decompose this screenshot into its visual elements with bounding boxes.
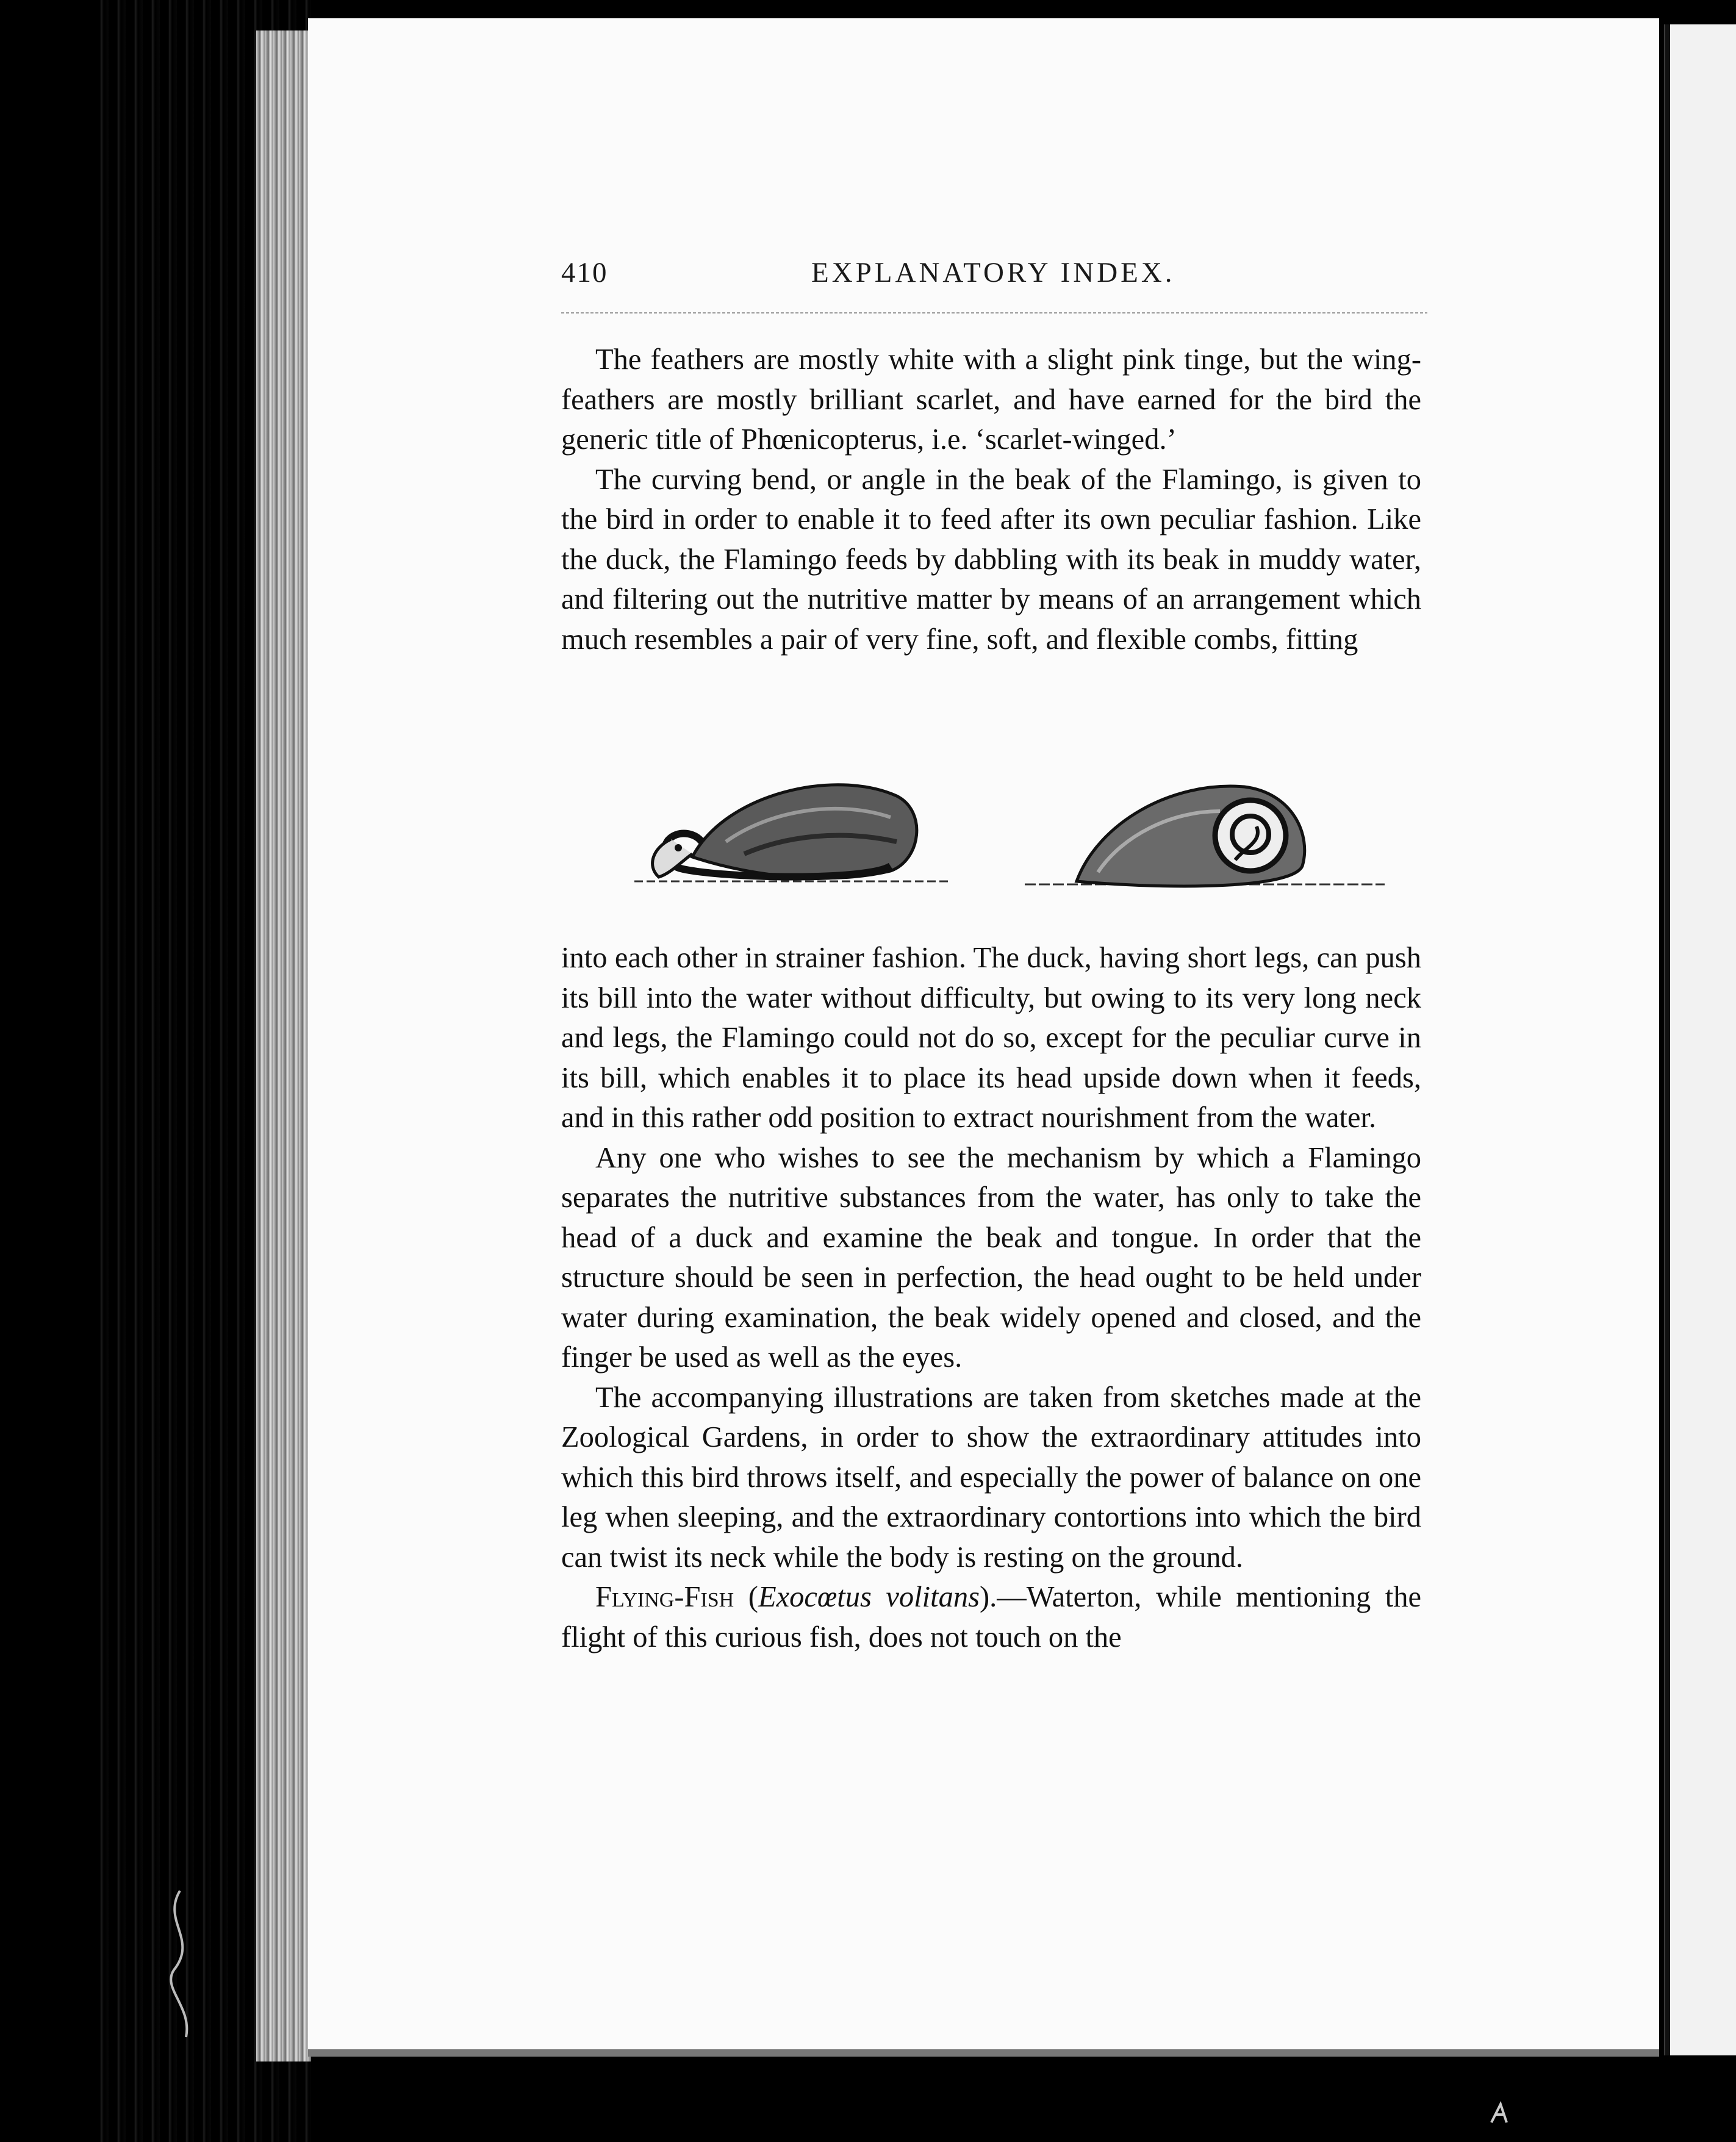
paragraph-mechanism: Any one who wishes to see the mechanism by which a Flamingo separates the nutritive substances from the water, has only to take the head of a duck and examine the beak and tongue. In order that the structure should be seen in perfection, the head ought to be held under water during examination, the beak widely opened and closed, and the finger be used as well as the eyes. — [561, 1141, 1421, 1374]
sleeping-flamingo-neck-coiled-illustration — [1025, 786, 1385, 886]
page-bottom-edge — [308, 2049, 1659, 2057]
text-block-after-figure — [561, 938, 1421, 1657]
flamingo-illustrations — [634, 768, 1385, 915]
flamingo-illustrations-svg — [634, 768, 1385, 915]
book-page-edges-light — [256, 30, 311, 2061]
paragraph-feathers: The feathers are mostly white with a slight pink tinge, but the wing-feathers are mostly brilliant scarlet, and have earned for the bird the generic title of Phœnicopterus, i.e. ‘scarlet-winged.’ — [561, 343, 1421, 456]
entry-flying-fish: Flying-Fish (Exocœtus volitans).—Waterton, while mentioning the flight of this curious fish, does not touch on the — [561, 1581, 1422, 1653]
corner-mark — [1488, 2101, 1513, 2126]
running-title: EXPLANATORY INDEX. — [811, 257, 1175, 288]
page-header — [561, 256, 1427, 293]
entry-latin-name: Exocœtus volitans — [758, 1581, 980, 1613]
entry-text: .—Waterton, while mentioning the flight of this curious fish, does not touch on the — [561, 1581, 1422, 1653]
paragraph-illustrations: The accompanying illustrations are taken from sketches made at the Zoological Gardens, in order to show the extraordinary attitudes into which this bird throws itself, and especially the power of balance on one leg when sleeping, and the extraordinary contortions into which the bird can twist its neck while the body is resting on the ground. — [561, 1381, 1421, 1574]
paragraph-strainer: into each other in strainer fashion. The duck, having short legs, can push its bill into the water without difficulty, but owing to its very long neck and legs, the Flamingo could not do so, except for the peculiar curve in its bill, which enables it to place its head upside down when it feeds, and in this rather odd position to extract nourishment from the water. — [561, 942, 1421, 1134]
header-rule — [561, 312, 1427, 313]
facing-page-edge — [1665, 24, 1736, 2055]
resting-flamingo-neck-extended-illustration — [634, 785, 952, 881]
text-block-before-figure — [561, 340, 1421, 659]
margin-scribble — [156, 1885, 210, 2043]
paragraph-curving-bend: The curving bend, or angle in the beak of the Flamingo, is given to the bird in order to enable it to feed after its own peculiar fashion. Like the duck, the Flamingo feeds by dabbling with its beak in muddy water, and filtering out the nutritive matter by means of an arrangement which much resembles a pair of very fine, soft, and flexible combs, fitting — [561, 463, 1421, 656]
entry-headword: Flying-Fish — [595, 1581, 734, 1613]
page-number: 410 — [561, 257, 608, 288]
